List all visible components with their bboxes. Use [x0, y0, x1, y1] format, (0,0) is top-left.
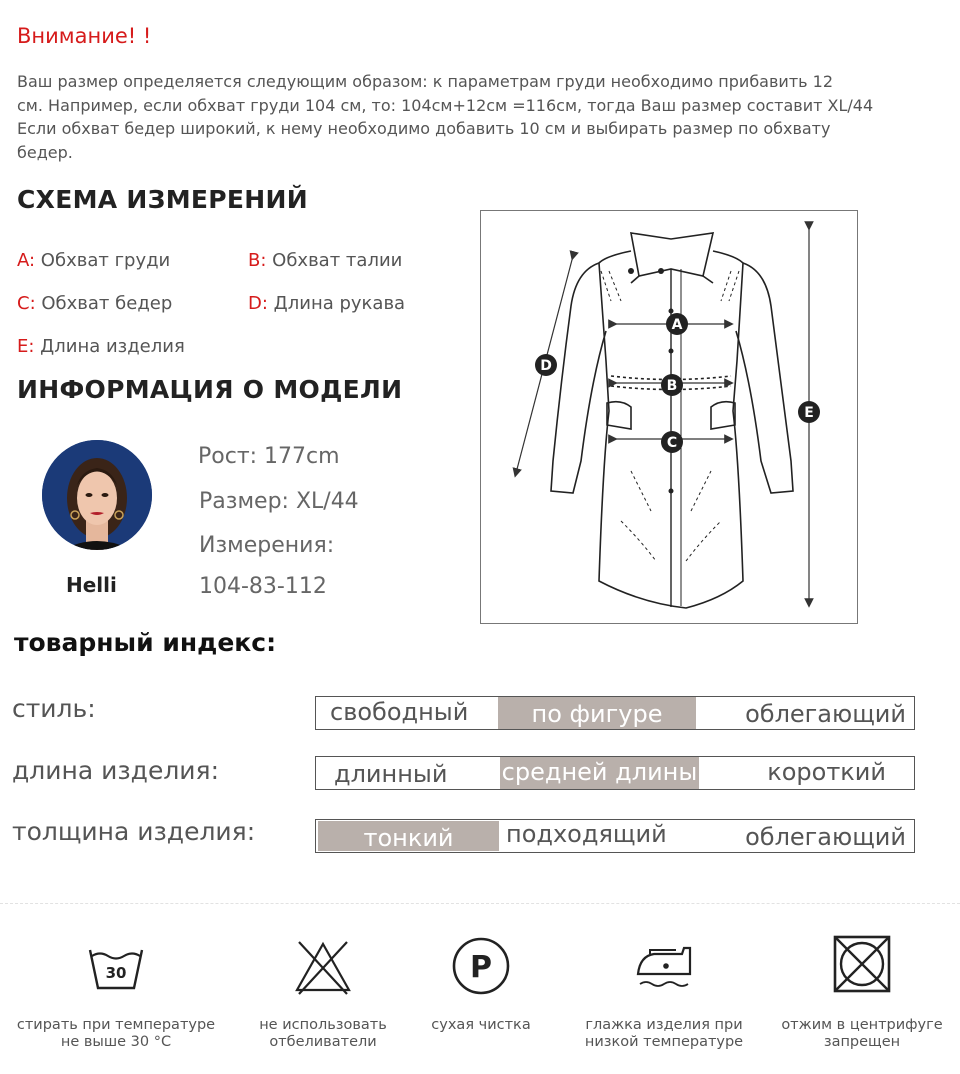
- legend-letter: A:: [17, 250, 36, 271]
- marker-a: [666, 313, 688, 335]
- no-bleach-icon: [291, 930, 355, 1000]
- legend-label: Длина рукава: [273, 293, 406, 314]
- length-option-short: короткий: [767, 758, 886, 786]
- coat-measurement-diagram: [480, 210, 858, 624]
- attention-line: см. Например, если обхват груди 104 см, то: 104см+12см =116см, тогда Ваш размер составит XL/44: [17, 95, 874, 115]
- care-label: [564, 1017, 764, 1051]
- care-item-iron: [564, 930, 764, 1051]
- legend-label: Обхват груди: [40, 250, 171, 271]
- marker-c: [661, 431, 683, 453]
- attention-text: [17, 70, 917, 164]
- style-option-tight: облегающий: [745, 700, 906, 728]
- model-avatar: [42, 440, 152, 550]
- attention-line: Ваш размер определяется следующим образом: к параметрам груди необходимо прибавить 12: [17, 72, 834, 91]
- care-label-line: запрещен: [823, 1034, 901, 1050]
- care-label-line: глажка изделия при: [585, 1017, 743, 1033]
- marker-e-label: E: [804, 405, 814, 421]
- legend-label: Обхват бедер: [41, 293, 173, 314]
- length-scale: [315, 756, 915, 790]
- length-option-long: длинный: [334, 760, 448, 788]
- dry-clean-symbol: P: [470, 950, 492, 985]
- care-item-tumble: [762, 930, 960, 1051]
- care-label-line: отжим в центрифуге: [781, 1017, 943, 1033]
- measurement-scheme-title: СХЕМА ИЗМЕРЕНИЙ: [17, 185, 308, 214]
- care-label-line: сухая чистка: [431, 1017, 531, 1033]
- model-name: Helli: [66, 573, 117, 597]
- model-height: Рост: 177cm: [198, 444, 340, 469]
- low-iron-icon: [632, 930, 696, 1000]
- legend-letter: C:: [17, 293, 36, 314]
- marker-d-label: D: [540, 358, 552, 374]
- care-label-line: отбеливатели: [269, 1034, 377, 1050]
- attention-line: Если обхват бедер широкий, к нему необходимо добавить 10 см и выбирать размер по обхвату: [17, 119, 831, 138]
- length-option-medium: средней длины: [500, 757, 699, 789]
- marker-b: [661, 374, 683, 396]
- thickness-option-medium: подходящий: [506, 820, 667, 848]
- care-label: [762, 1017, 960, 1051]
- marker-e: [798, 401, 820, 423]
- care-item-dryclean: [381, 930, 581, 1034]
- legend-item-length: [17, 336, 185, 357]
- legend-label: Обхват талии: [272, 250, 403, 271]
- model-measurements-value: 104-83-112: [199, 574, 327, 599]
- model-info-title: ИНФОРМАЦИЯ О МОДЕЛИ: [17, 375, 403, 404]
- care-label-line: стирать при температуре: [16, 1017, 216, 1033]
- legend-item-chest: [17, 250, 170, 271]
- marker-a-label: A: [671, 317, 683, 333]
- care-label: [16, 1017, 216, 1051]
- legend-item-hips: [17, 293, 172, 314]
- legend-item-waist: [248, 250, 402, 271]
- thickness-option-tight: облегающий: [745, 823, 906, 851]
- thickness-option-thin: тонкий: [318, 821, 499, 851]
- care-label-line: низкой температуре: [584, 1034, 744, 1050]
- legend-label: Длина изделия: [40, 336, 185, 357]
- wash-30-icon: [84, 930, 148, 1000]
- product-index-title: товарный индекс:: [14, 628, 277, 657]
- thickness-scale: [315, 819, 915, 853]
- care-label: [381, 1017, 581, 1034]
- style-option-fitted: по фигуре: [498, 697, 696, 729]
- wash-temp-label: 30: [105, 964, 127, 982]
- marker-b-label: B: [666, 378, 678, 394]
- legend-letter: E:: [17, 336, 35, 357]
- legend-item-sleeve: [248, 293, 405, 314]
- care-label-line: не выше 30 °C: [60, 1034, 172, 1050]
- legend-letter: B:: [248, 250, 267, 271]
- dry-clean-icon: [449, 930, 513, 1000]
- attention-title: Внимание! !: [17, 24, 152, 48]
- length-label: длина изделия:: [12, 756, 220, 785]
- no-tumble-dry-icon: [830, 930, 894, 1000]
- model-measurements-label: Измерения:: [199, 533, 335, 558]
- style-label: стиль:: [12, 694, 96, 723]
- coat-drawing-icon: [481, 211, 857, 623]
- model-portrait-icon: [42, 440, 152, 550]
- legend-letter: D:: [248, 293, 268, 314]
- care-item-wash: [16, 930, 216, 1051]
- attention-line: бедер.: [17, 142, 73, 162]
- style-scale: [315, 696, 915, 730]
- style-option-loose: свободный: [330, 698, 469, 726]
- thickness-label: толщина изделия:: [12, 817, 256, 846]
- care-label-line: не использовать: [259, 1017, 387, 1033]
- model-size: Размер: XL/44: [199, 489, 359, 514]
- divider: [0, 903, 960, 904]
- marker-d: [535, 354, 557, 376]
- marker-c-label: C: [666, 435, 678, 451]
